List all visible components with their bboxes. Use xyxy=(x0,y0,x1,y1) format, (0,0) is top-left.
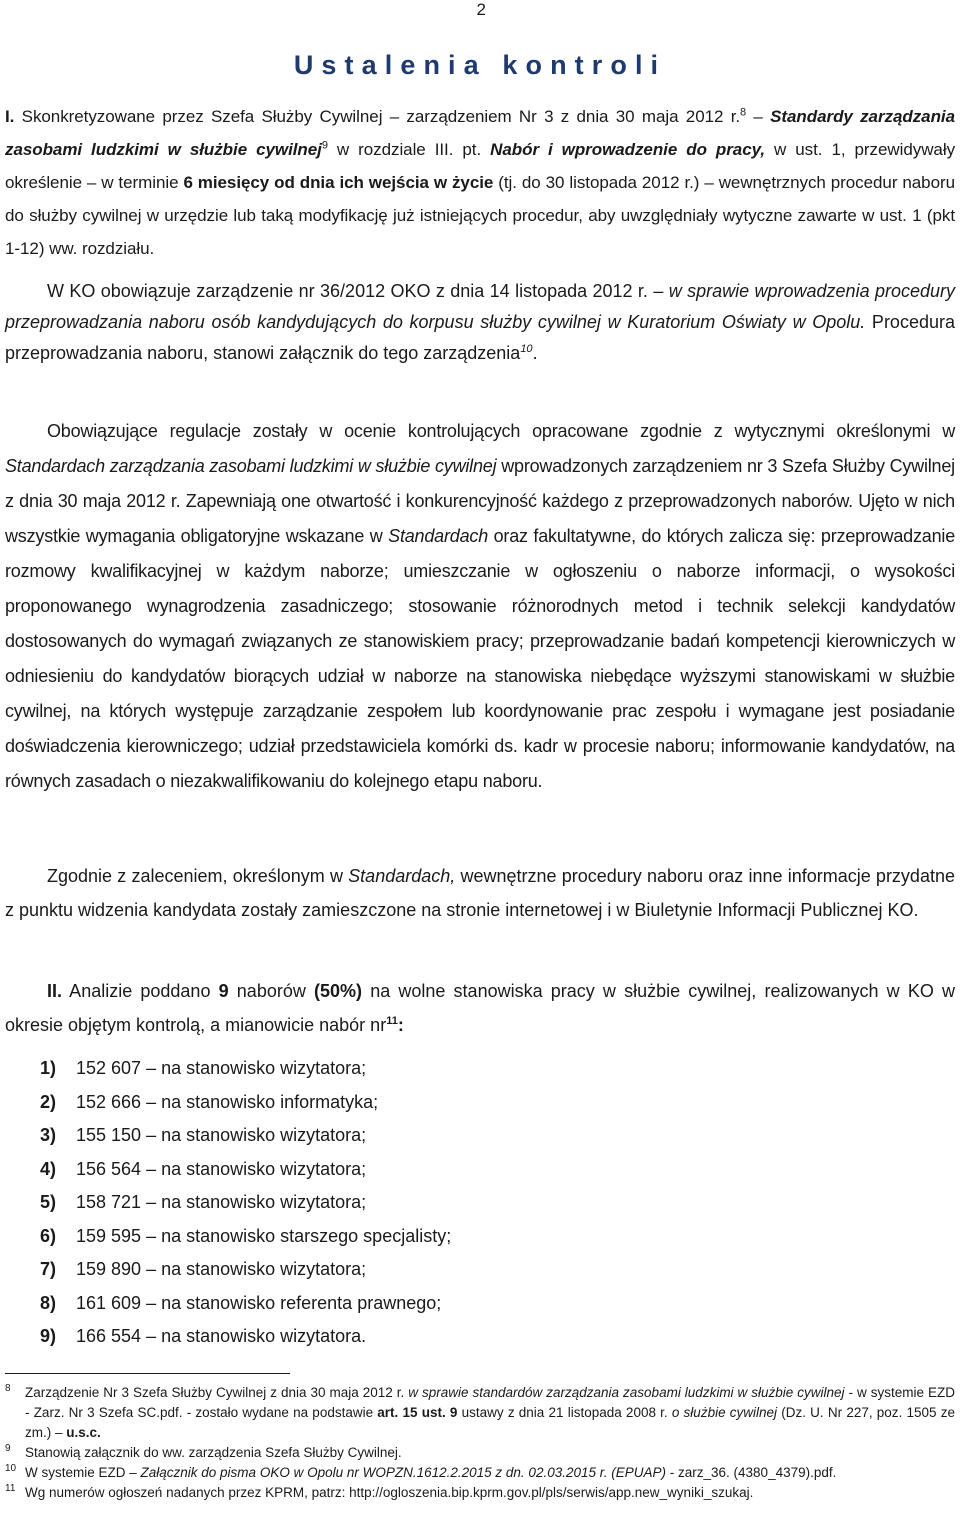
text: Skonkretyzowane przez Szefa Służby Cywilnej – zarządzeniem Nr 3 z dnia 30 maja 2012 r. xyxy=(14,107,741,126)
text: oraz fakultatywne, do których zalicza się: przeprowadzanie rozmowy kwalifikacyjnej w każdym naborze; umieszczanie w ogłoszeniu o naborze informacji, o wysokości proponowanego wynagrodzenia zasadniczego; stosowanie różnorodnych metod i technik selekcji kandydatów dostosowanych do wymagań związanych ze stanowiskiem pracy; przeprowadzanie badań kompetencji kierowniczych w odniesieniu do kandydatów biorących udział w naborze na stanowiska niebędące wyższymi stanowiskami w służbie cywilnej, na których występuje zarządzanie zespołem lub koordynowanie prac zespołu i wymagane jest posiadanie doświadczenia kierowniczego; udział przedstawiciela komórki ds. kadr w procesie naboru; informowanie kandydatów, na równych zasadach o niezakwalifikowaniu do kolejnego etapu naboru. xyxy=(5,526,956,791)
list-number: 9) xyxy=(40,1326,57,1346)
text: w sprawie standardów zarządzania zasobami ludzkimi w służbie cywilnej xyxy=(408,1385,845,1400)
list-number: 1) xyxy=(40,1058,57,1078)
list-number: 8) xyxy=(40,1292,57,1313)
list-number: 6) xyxy=(40,1225,57,1246)
text: w rozdziale III. pt. xyxy=(327,140,491,159)
list-item xyxy=(40,1186,451,1220)
section-number: I. xyxy=(5,107,15,126)
regulation-title: w sprawie wprowadzenia procedury przeprowadzania naboru osób kandydujących do korpusu służby cywilnej w Kuratorium Oświaty w Opolu. xyxy=(5,281,955,332)
list-text: 161 609 – na stanowisko referenta prawnego; xyxy=(76,1292,442,1313)
standards-ref: Standardach xyxy=(388,526,489,546)
footnote-mark: 10 xyxy=(5,1463,17,1474)
text: W systemie EZD – xyxy=(25,1465,141,1480)
page-number: 2 xyxy=(476,0,486,19)
text: W KO obowiązuje zarządzenie nr 36/2012 OKO z dnia 14 listopada 2012 r. – xyxy=(47,281,669,301)
list-item xyxy=(40,1220,451,1254)
footnote-10 xyxy=(5,1463,955,1483)
recruitment-list xyxy=(40,1052,451,1354)
list-item xyxy=(40,1253,451,1287)
list-text: 152 666 – na stanowisko informatyka; xyxy=(76,1091,379,1112)
footnote-mark: 9 xyxy=(5,1443,11,1454)
list-item xyxy=(40,1320,451,1354)
standards-title: Standardy zarządzania zasobami ludzkimi w służbie cywilnej xyxy=(5,107,955,159)
text: Zgodnie z zaleceniem, określonym w xyxy=(47,866,349,886)
deadline-text: 6 miesięcy od dnia ich wejścia w życie xyxy=(183,173,494,192)
footnote-ref[interactable]: 11 xyxy=(386,1015,398,1027)
list-text: 158 721 – na stanowisko wizytatora; xyxy=(76,1192,367,1212)
text: naborów xyxy=(228,981,315,1001)
publication-paragraph xyxy=(5,859,955,927)
text: o służbie cywilnej xyxy=(671,1405,778,1420)
list-text: 159 595 – na stanowisko starszego specjalisty; xyxy=(76,1225,452,1246)
list-text: 152 607 – na stanowisko wizytatora; xyxy=(76,1058,367,1078)
list-item xyxy=(40,1052,451,1086)
text: Załącznik do pisma OKO w Opolu nr WOPZN.1612.2.2015 z dn. 02.03.2015 r. (EPUAP) xyxy=(140,1465,667,1480)
text: wprowadzonych zarządzeniem nr 3 Szefa Służby Cywilnej z dnia 30 maja 2012 r. Zapewniają one otwartość i konkurencyjność każdego z przeprowadzonych naborów. Ujęto w nich wszystkie wymagania obligatoryjne wskazane w xyxy=(5,456,955,546)
standards-ref: Standardach, xyxy=(348,866,456,886)
text: w ust. 1, przewidywały określenie – w terminie xyxy=(5,140,956,192)
footnotes xyxy=(5,1383,955,1503)
text: na wolne stanowiska pracy w służbie cywilnej, realizowanych w KO w okresie objętym kontrolą, a mianowicie nabór nr xyxy=(5,981,955,1035)
text: Zarządzenie Nr 3 Szefa Służby Cywilnej z dnia 30 maja 2012 r. xyxy=(25,1385,409,1400)
list-text: 166 554 – na stanowisko wizytatora. xyxy=(76,1326,367,1346)
section-i-paragraph xyxy=(5,100,955,265)
footnote-separator xyxy=(5,1373,290,1374)
chapter-title: Nabór i wprowadzenie do pracy, xyxy=(490,140,766,159)
list-number: 3) xyxy=(40,1125,57,1145)
list-item xyxy=(40,1086,451,1120)
assessment-paragraph xyxy=(5,414,955,799)
footnote-ref[interactable]: 9 xyxy=(321,139,328,152)
footnote-link[interactable]: Wg numerów ogłoszeń nadanych przez KPRM, patrz: http://ogloszenia.bip.kprm.gov.pl/pls/serwis/app.new_wyniki_szukaj. xyxy=(25,1485,754,1500)
text: - w systemie EZD - Zarz. Nr 3 Szefa SC.pdf. - zostało wydane na podstawie xyxy=(25,1385,955,1420)
text: (Dz. U. Nr 227, poz. 1505 ze zm.) – xyxy=(25,1405,955,1440)
regulation-paragraph xyxy=(5,276,955,369)
list-text: 156 564 – na stanowisko wizytatora; xyxy=(76,1158,367,1179)
list-item xyxy=(40,1287,451,1321)
page-title: Ustalenia kontroli xyxy=(293,50,667,80)
list-text: 155 150 – na stanowisko wizytatora; xyxy=(76,1125,367,1145)
section-number: II. xyxy=(47,981,63,1001)
list-item xyxy=(40,1153,451,1187)
text: : xyxy=(397,1015,404,1035)
text: ustawy z dnia 21 listopada 2008 r. xyxy=(457,1405,672,1420)
text: u.s.c. xyxy=(66,1425,101,1440)
section-ii-paragraph xyxy=(5,974,955,1042)
text: art. 15 ust. 9 xyxy=(377,1405,458,1420)
footnote-mark: 11 xyxy=(5,1483,16,1494)
footnote-ref[interactable]: 8 xyxy=(740,106,747,119)
footnote-8 xyxy=(5,1383,955,1443)
text: – xyxy=(746,107,771,126)
text: Stanowią załącznik do ww. zarządzenia Szefa Służby Cywilnej. xyxy=(25,1445,402,1460)
text: wewnętrzne procedury naboru oraz inne informacje przydatne z punktu widzenia kandydata zostały zamieszczone na stronie internetowej i w Biuletynie Informacji Publicznej KO. xyxy=(5,866,955,920)
footnote-11 xyxy=(5,1483,955,1503)
text: Obowiązujące regulacje zostały w ocenie kontrolujących opracowane zgodnie z wytycznymi określonymi w xyxy=(47,421,955,441)
text: Procedura przeprowadzania naboru, stanowi załącznik do tego zarządzenia xyxy=(5,312,955,363)
list-text: 159 890 – na stanowisko wizytatora; xyxy=(76,1259,367,1279)
list-number: 4) xyxy=(40,1158,57,1179)
recruitment-percent: (50%) xyxy=(314,981,363,1001)
list-number: 5) xyxy=(40,1192,57,1212)
text: - zarz_36. (4380_4379).pdf. xyxy=(666,1465,837,1480)
footnote-9 xyxy=(5,1443,955,1463)
footnote-mark: 8 xyxy=(5,1383,11,1394)
text: Analizie poddano xyxy=(62,981,219,1001)
standards-title: Standardach zarządzania zasobami ludzkimi w służbie cywilnej xyxy=(5,456,497,476)
list-number: 2) xyxy=(40,1091,57,1112)
list-number: 7) xyxy=(40,1259,57,1279)
list-item xyxy=(40,1119,451,1153)
text: . xyxy=(532,343,538,363)
footnote-ref[interactable]: 10 xyxy=(520,343,533,355)
recruitment-count: 9 xyxy=(218,981,229,1001)
text: (tj. do 30 listopada 2012 r.) – wewnętrznych procedur naboru do służby cywilnej w urzędzie lub taką modyfikację już istniejących procedur, aby uwzględniały wytyczne zawarte w ust. 1 (pkt 1-12) ww. rozdziału. xyxy=(5,173,956,258)
